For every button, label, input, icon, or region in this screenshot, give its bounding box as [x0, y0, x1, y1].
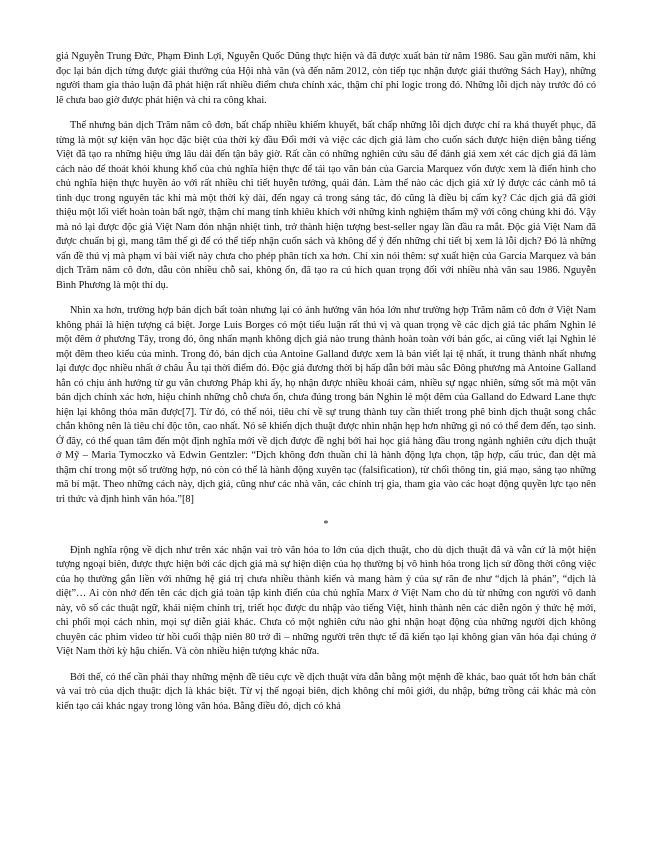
paragraph-5: Bởi thế, có thể cần phải thay những mệnh đề tiêu cực về dịch thuật vừa dẫn bằng một mệnh đề khác, bao quát tốt hơn bản chất và vai trò của dịch thuật: dịch là khác biệt. Từ vị thế ngoại biên, dịch không chỉ môi giới, du nhập, bứng trồng cái khác mà còn kiến tạo cái khác ngay trong lòng văn hóa. Bằng điều đó, dịch có khả [56, 671, 596, 712]
section-separator: * [323, 519, 329, 530]
paragraph-3: Nhìn xa hơn, trường hợp bản dịch bất toàn nhưng lại có ảnh hưởng văn hóa lớn như trường hợp Trăm năm cô đơn ở Việt Nam không phải là hiện tượng cá biệt. Jorge Luis Borges có một tiểu luận rất thú vị và quan trọng về các dịch giả tác phẩm Nghìn lẻ một đêm ở phương Tây, trong đó, ông nhấn mạnh không dịch giả nào trung thành hoàn toàn với bản gốc, ai cũng viết lại Nghìn lẻ một đêm theo kiểu của mình. Trong đó, bản dịch của Antoine Galland được xem là bản viết lại tệ nhất, ít trung thành nhất nhưng lại được đọc nhiều nhất ở châu Âu tại thời điểm đó. Độc giả đương thời bị hấp dẫn bởi màu sắc Đông phương mà Antoine Galland hẳn có chịu ảnh hưởng từ gu văn chương Pháp khi ấy, họ nhận được nhiều khoái cảm, nhiều sự ngạc nhiên, sửng sốt mà một văn bản dịch chính xác hơn, hiệu chỉnh những chỗ chưa ổn, chưa đúng trong bản Nghìn lẻ một đêm của Galland do Edward Lane thực hiện lại không thỏa mãn được[7]. Từ đó, có thể nói, tiêu chí về sự trung thành tuy cần thiết trong phê bình dịch thuật song chắc chắn không nên là tiêu chí độc tôn, cao nhất. Nó sẽ khiến dịch thuật được nhìn nhận hẹp hơn những gì nó có thể đem đến, tạo sinh. Ở đây, có thể quan tâm đến một định nghĩa mới về dịch được đề nghị bởi hai học giả hàng đầu trong ngành nghiên cứu dịch thuật ở Mỹ – Maria Tymoczko và Edwin Gentzler: “Dịch không đơn thuần chỉ là hành động lựa chọn, tập hợp, cấu trúc, đan dệt mà thậm chí trong một số trường hợp, nó còn có thể là hành động xuyên tạc (falsification), từ chối thông tin, giả mạo, sáng tạo những mã bí mật. Theo những cách này, dịch giả, cũng như các nhà văn, các chính trị gia, tham gia vào các hoạt động quyền lực tạo nên tri thức và định hình văn hóa.”[8] [56, 305, 596, 505]
paragraph-1: giả Nguyễn Trung Đức, Phạm Đình Lợi, Nguyễn Quốc Dũng thực hiện và đã được xuất bản từ năm 1986. Sau gần mười năm, khi đọc lại bản dịch từng được giải thưởng của Hội nhà văn (và đến năm 2012, còn tiếp tục nhận được giải thưởng Sách Hay), những người tham gia thảo luận đã phát hiện rất nhiều điểm chưa chính xác, thậm chí phi logic trong đó. Những lỗi dịch này trước đó có lẽ chưa bao giờ được phát hiện và chỉ ra công khai. [56, 51, 596, 106]
document-page [56, 50, 596, 725]
paragraph-4: Định nghĩa rộng về dịch như trên xác nhận vai trò văn hóa to lớn của dịch thuật, cho dù dịch thuật đã và vẫn cứ là một hiện tượng ngoại biên, được thực hiện bởi các dịch giả mà sự hiện diện của họ thường bị vô hình hóa trong lịch sử đồng thời công việc của họ thường gắn liền với những hệ giá trị chưa nhiều thành kiến và mang hàm ý của sự răn đe như “dịch là phản”, “dịch là diệt”… Ai còn nhớ đến tên các dịch giả toàn tập kinh điển của chủ nghĩa Marx ở Việt Nam cho dù từ những con người vô danh này, vô số các thuật ngữ, khái niệm chính trị, triết học được du nhập vào tiếng Việt, hình thành nên các diễn ngôn ý thức hệ mới, chi phối mọi cách nhìn, mọi sự diễn giải khác. Chưa có một nghiên cứu nào ghi nhận hoạt động của những người dịch không chuyên các phim video từ hồi cuối thập niên 80 trở đi – những người trên thực tế đã kiến tạo lại không gian văn hóa đại chúng ở Việt Nam thời kỳ hậu chiến. Và còn nhiều hiện tượng khác nữa. [56, 544, 596, 657]
paragraph-2: Thế nhưng bản dịch Trăm năm cô đơn, bất chấp nhiều khiếm khuyết, bất chấp những lỗi dịch được chỉ ra khá thuyết phục, đã từng là một sự kiện văn học đặc biệt của thời kỳ đầu Đổi mới và việc các dịch giả làm cho cuốn sách được hiện diện bằng tiếng Việt đã tạo ra những hiệu ứng lâu dài đến tận bây giờ. Rất cần có những nghiên cứu sâu để đánh giá xem xét các dịch giả đã làm cách nào để thoát khỏi khung khổ của chủ nghĩa hiện thực để tái tạo văn bản của Garcia Marquez vốn được xem là điển hình cho chủ nghĩa hiện thực huyền ảo với rất nhiều chi tiết huyễn tưởng, quái đản. Làm thế nào các dịch giả xử lý được các cảnh mô tả tình dục trong nguyên tác khi mà một thời kỳ dài, đến ngay cả trong sáng tác, đó cũng là điều bị cấm kỵ? Các dịch giả đã giới thiệu một lối viết hoàn toàn bất ngờ, thậm chí mang tính khiêu khích với những kinh nghiệm thẩm mỹ với công chúng khi đó. Vậy mà nó lại được độc giả Việt Nam đón nhận nhiệt tình, trở thành hiện tượng best-seller ngay lần đầu ra mắt. Độc giả Việt Nam đã được chuẩn bị gì, mang tâm thế gì để có thể tiếp nhận cuốn sách và không để ý đến những chi tiết bị xem là lỗi dịch? Đó là những vấn đề thú vị mà phạm vi bài viết này chưa cho phép phân tích xa hơn. Chỉ xin nói thêm: sự xuất hiện của Garcia Marquez và bản dịch Trăm năm cô đơn, dẫu còn nhiều chỗ sai, không ổn, đã tạo ra cú hích quan trọng đối với nhiều nhà văn sau 1986. Nguyễn Bình Phương là một thí dụ. [56, 120, 596, 291]
